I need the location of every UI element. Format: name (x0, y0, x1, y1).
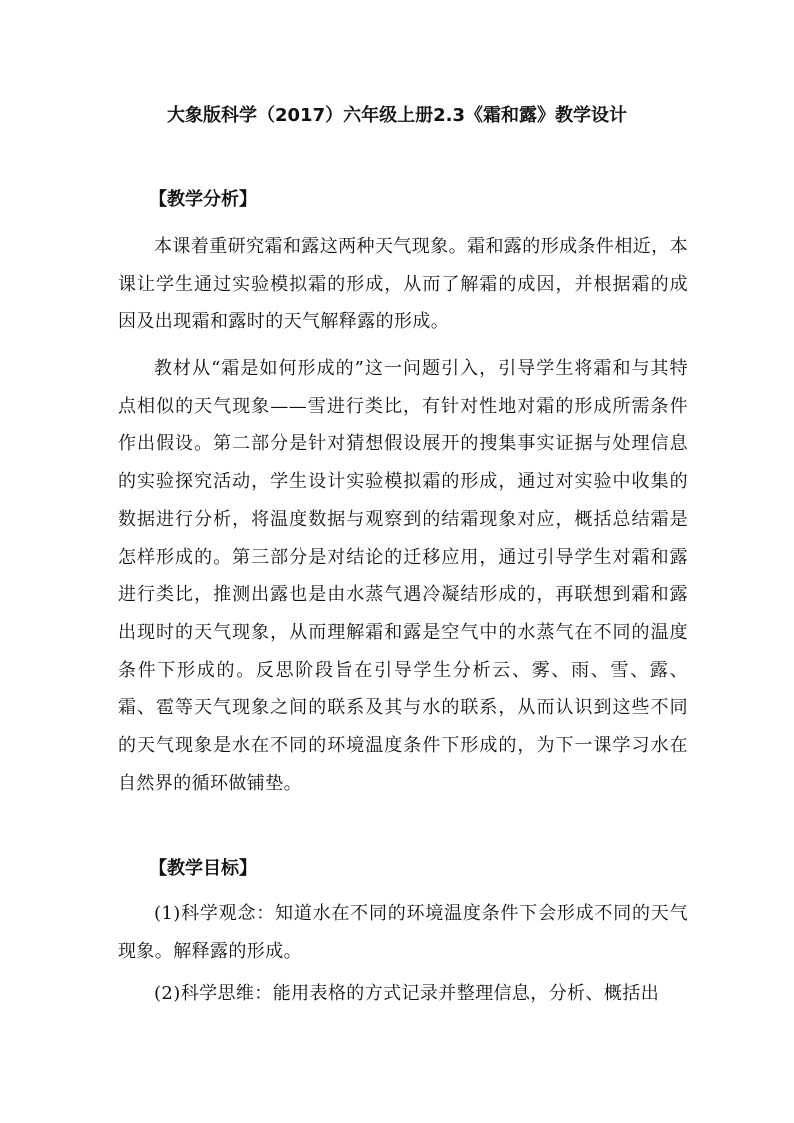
section-heading-analysis: 【教学分析】 (149, 189, 257, 210)
section-heading-objectives: 【教学目标】 (149, 858, 257, 879)
document-title: 大象版科学（2017）六年级上册2.3《霜和露》教学设计 (167, 105, 627, 126)
analysis-paragraph-1: 本课着重研究霜和露这两种天气现象。霜和露的形成条件相近，本课让学生通过实验模拟霜的形成，从而了解霜的成因，并根据霜的成因及出现霜和露时的天气解释露的形成。 (118, 236, 688, 333)
analysis-paragraph-2: 教材从“霜是如何形成的”这一问题引入，引导学生将霜和与其特点相似的天气现象——雪进行类比，有针对性地对霜的形成所需条件作出假设。第二部分是针对猜想假设展开的搜集事实证据与处理信息的实验探究活动，学生设计实验模拟霜的形成，通过对实验中收集的数据进行分析，将温度数据与观察到的结霜现象对应，概括总结霜是怎样形成的。第三部分是对结论的迁移应用，通过引导学生对霜和露进行类比，推测出露也是由水蒸气遇冷凝结形成的，再联想到霜和露出现时的天气现象，从而理解霜和露是空气中的水蒸气在不同的温度条件下形成的。反思阶段旨在引导学生分析云、雾、雨、雪、露、霜、雹等天气现象之间的联系及其与水的联系，从而认识到这些不同的天气现象是水在不同的环境温度条件下形成的，为下一课学习水在自然界的循环做铺垫。 (118, 358, 688, 794)
objective-item-1: (1)科学观念：知道水在不同的环境温度条件下会形成不同的天气现象。解释露的形成。 (118, 903, 688, 962)
objective-item-2: (2)科学思维：能用表格的方式记录并整理信息，分析、概括出 (154, 983, 660, 1004)
